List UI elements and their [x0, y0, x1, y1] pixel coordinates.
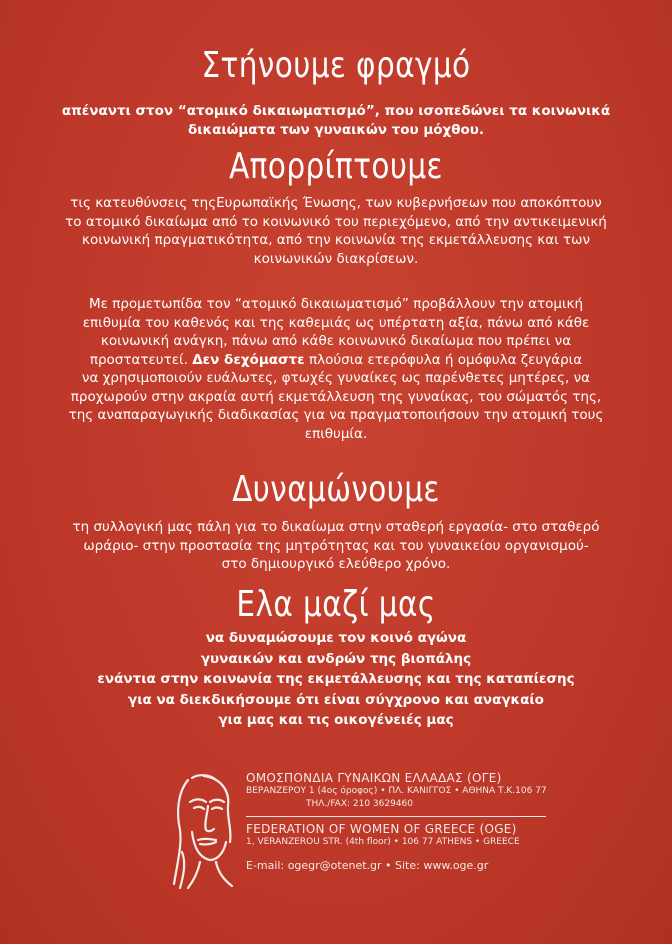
paragraph-join-us — [60, 628, 612, 731]
organization-footer — [170, 772, 620, 892]
paragraph-strengthen — [60, 518, 612, 574]
org-contact: E-mail: ogegr@otenet.gr • Site: www.oge.gr — [246, 859, 489, 872]
text-line: της αναπαραγωγικής διαδικασίας για να πραγματοποιήσουν την ατομική τους — [68, 407, 604, 423]
org-name-greek: ΟΜΟΣΠΟΝΔΙΑ ΓΥΝΑΙΚΩΝ ΕΛΛΑΔΑΣ (ΟΓΕ) — [246, 771, 502, 785]
org-address-english: 1, VERANZEROU STR. (4th floor) • 106 77 ATHENS • GREECE — [246, 837, 520, 847]
text-line: τις κατευθύνσεις τηςΕυρωπαϊκής Ένωσης, των κυβερνήσεων που αποκόπτουν — [70, 195, 602, 211]
text-line: ωράριο- στην προστασία της μητρότητας και του γυναικείου οργανισμού- — [83, 537, 589, 554]
text-line: δικαιώματα των γυναικών του μόχθου. — [187, 121, 485, 138]
text-line: επιθυμία. — [304, 425, 368, 442]
org-phone: ΤΗΛ./FAX: 210 3629460 — [306, 799, 414, 809]
text-line: επιθυμία του καθενός και της καθεμιάς ως υπέρτατη αξία, πάνω από κάθε — [82, 314, 590, 331]
bold-phrase: Δεν δεχόμαστε — [192, 351, 305, 368]
text-line: τη συλλογική μας πάλη για το δικαίωμα στην σταθερή εργασία- στο σταθερό — [72, 519, 600, 535]
text-fragment: προστατευτεί. — [89, 351, 188, 368]
text-line: προχωρούν στην ακραία αυτή εκμετάλλευση της γυναίκας, του σώματός της, — [70, 388, 602, 405]
text-line: κοινωνική πραγματικότητα, από την κοινωνία της εκμετάλλευσης και των — [81, 232, 590, 248]
text-line: απέναντι στον “ατομικό δικαιωματισμό”, που ισοπεδώνει τα κοινωνικά — [61, 103, 611, 119]
text-line: για να διεκδικήσουμε ότι είναι σύγχρονο και αναγκαίο — [128, 691, 544, 708]
organization-info — [246, 772, 626, 872]
heading-ela-mazi-mas: Ελα μαζί μας — [236, 584, 436, 625]
woman-face-logo-icon — [170, 772, 236, 892]
paragraph-reject — [60, 194, 612, 268]
paragraph-individual-rights — [60, 295, 612, 443]
heading-aporriptoume: Απορρίπτουμε — [229, 146, 443, 187]
heading-dynamonoume: Δυναμώνουμε — [232, 469, 440, 510]
org-address-greek: ΒΕΡΑΝΖΕΡΟΥ 1 (4ος όροφος) • ΠΛ. ΚΑΝΙΓΓΟΣ • ΑΘΗΝΑ Τ.Κ.106 77 — [246, 786, 547, 796]
text-fragment: πλούσια ετερόφυλα ή ομόφυλα ζευγάρια — [308, 351, 583, 368]
text-line: το ατομικό δικαίωμα από το κοινωνικό του περιεχόμενο, από την αντικειμενική — [65, 213, 607, 230]
divider — [246, 816, 546, 817]
text-line: Με προμετωπίδα τον “ατομικό δικαιωματισμό” προβάλλουν την ατομική — [88, 296, 584, 312]
text-line: για μας και τις οικογένειές μας — [218, 712, 454, 728]
text-line: ενάντια στην κοινωνία της εκμετάλλευσης και της καταπίεσης — [97, 671, 575, 687]
text-line: γυναικών και ανδρών της βιοπάλης — [200, 650, 472, 667]
heading-stinoume-fragmo: Στήνουμε φραγμό — [201, 45, 471, 86]
text-line: κοινωνική ανάγκη, πάνω από κάθε κοινωνικό δικαίωμα που πρέπει να — [100, 333, 572, 349]
text-line-with-bold — [60, 351, 612, 370]
text-line: κοινωνικών διακρίσεων. — [253, 250, 419, 267]
text-line: στο δημιουργικό ελεύθερο χρόνο. — [221, 556, 451, 572]
text-line: να δυναμώσουμε τον κοινό αγώνα — [205, 630, 467, 646]
org-name-english: FEDERATION OF WOMEN OF GREECE (OGE) — [246, 822, 517, 836]
text-line: να χρησιμοποιούν ευάλωτες, φτωχές γυναίκες ως παρένθετες μητέρες, να — [81, 370, 591, 386]
paragraph-intro — [60, 102, 612, 139]
